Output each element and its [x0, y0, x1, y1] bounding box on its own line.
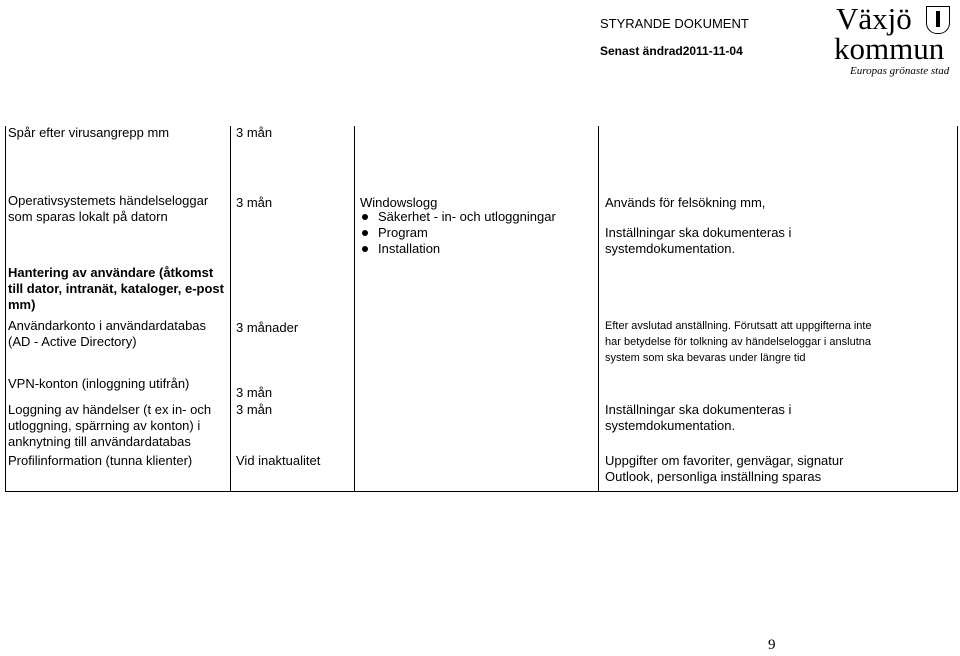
table-border-bottom — [5, 491, 958, 492]
row-oslog-note-line2: Inställningar ska dokumenteras i — [605, 225, 792, 240]
row-events-note-line1: Inställningar ska dokumenteras i — [605, 402, 792, 417]
row-profile-note-line2: Outlook, personliga inställning sparas — [605, 469, 822, 484]
section-heading-line1: Hantering av användare (åtkomst — [8, 265, 214, 280]
row-oslog-source: Windowslogg — [360, 195, 438, 210]
row-events-title-line2: utloggning, spärrning av konton) i — [8, 418, 201, 433]
table-border-right — [957, 126, 958, 492]
bullet-icon — [362, 246, 368, 252]
logo-tagline: Europas grönaste stad — [850, 65, 950, 77]
row-oslog-period: 3 mån — [236, 195, 273, 210]
last-changed-label: Senast ändrad2011-11-04 — [600, 44, 743, 58]
row-oslog-title-line1: Operativsystemets händelseloggar — [8, 193, 209, 208]
row-events-period: 3 mån — [236, 402, 273, 417]
row-oslog-bullet-1: Säkerhet - in- och utloggningar — [378, 209, 556, 224]
row-events-title-line1: Loggning av händelser (t ex in- och — [8, 402, 212, 417]
section-heading-line2: till dator, intranät, kataloger, e-post — [8, 281, 224, 296]
logo-text-line2: kommun — [834, 31, 945, 66]
bullet-icon — [362, 214, 368, 220]
table-divider-2 — [354, 126, 355, 492]
row-profile-title: Profilinformation (tunna klienter) — [8, 453, 193, 468]
page-number: 9 — [768, 637, 776, 653]
row-virus-title: Spår efter virusangrepp mm — [8, 125, 170, 140]
table-divider-1 — [230, 126, 231, 492]
crest-icon — [926, 6, 950, 34]
row-ad-note-line3: system som ska bevaras under längre tid — [605, 352, 806, 364]
row-oslog-bullet-3: Installation — [378, 241, 441, 256]
row-virus-period: 3 mån — [236, 125, 273, 140]
logo-text-line1: Växjö — [836, 1, 912, 36]
row-events-note-line2: systemdokumentation. — [605, 418, 736, 433]
vaxjo-kommun-logo — [834, 2, 958, 80]
row-oslog-note-line1: Används för felsökning mm, — [605, 195, 766, 210]
row-ad-period: 3 månader — [236, 320, 299, 335]
row-ad-note-line1: Efter avslutad anställning. Förutsatt att uppgifterna inte — [605, 320, 872, 332]
row-ad-note-line2: har betydelse för tolkning av händelseloggar i anslutna — [605, 336, 872, 348]
row-profile-period: Vid inaktualitet — [236, 453, 321, 468]
table-divider-3 — [598, 126, 599, 492]
row-oslog-note-line3: systemdokumentation. — [605, 241, 736, 256]
document-type-label: STYRANDE DOKUMENT — [600, 16, 749, 31]
row-profile-note-line1: Uppgifter om favoriter, genvägar, signatur — [605, 453, 844, 468]
row-oslog-bullet-2: Program — [378, 225, 428, 240]
bullet-icon — [362, 230, 368, 236]
row-ad-title-line1: Användarkonto i användardatabas — [8, 318, 207, 333]
table-border-left — [5, 126, 6, 492]
row-vpn-title: VPN-konton (inloggning utifrån) — [8, 376, 190, 391]
section-heading-line3: mm) — [8, 297, 36, 312]
row-oslog-title-line2: som sparas lokalt på datorn — [8, 209, 168, 224]
row-ad-title-line2: (AD - Active Directory) — [8, 334, 137, 349]
row-events-title-line3: anknytning till användardatabas — [8, 434, 191, 449]
row-vpn-period: 3 mån — [236, 385, 273, 400]
